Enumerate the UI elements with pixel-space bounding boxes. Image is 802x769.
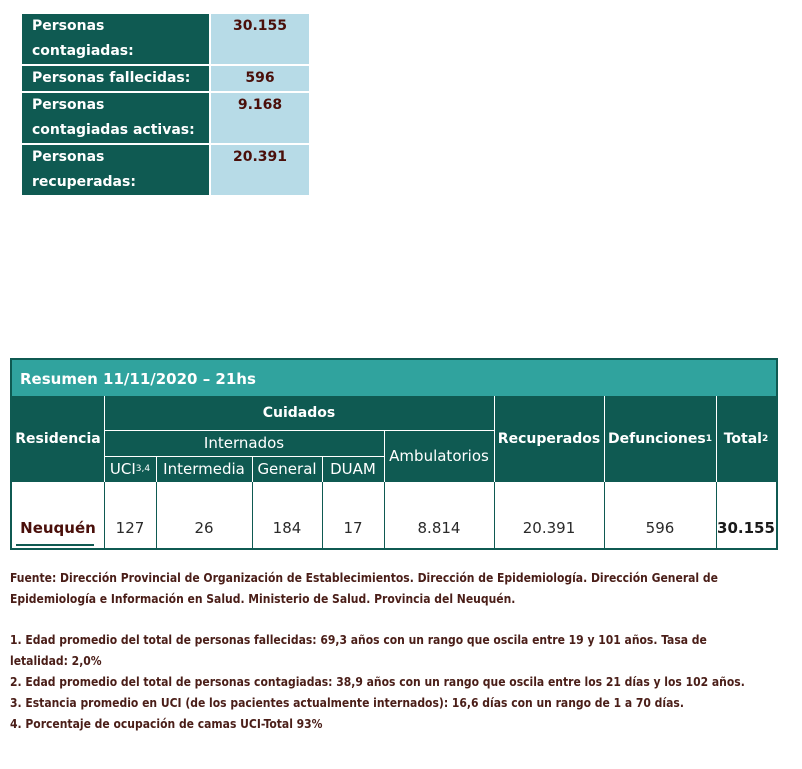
stats-value: 20.391 <box>210 144 310 196</box>
row-total: 30.155 <box>716 482 776 548</box>
resumen-table <box>10 358 778 550</box>
stats-label: Personas recuperadas: <box>21 144 210 196</box>
notes-section <box>10 568 750 735</box>
stats-row-contagiadas <box>21 13 310 65</box>
stats-value: 9.168 <box>210 92 310 144</box>
stats-value: 30.155 <box>210 13 310 65</box>
header-total: Total 2 <box>716 396 776 482</box>
header-ambulatorios: Ambulatorios <box>384 430 494 482</box>
row-residencia: Neuquén <box>12 482 104 548</box>
row-duam: 17 <box>322 482 384 548</box>
header-total-label: Total <box>723 431 762 447</box>
divider <box>252 482 253 548</box>
note-item: 2. Edad promedio del total de personas contagiadas: 38,9 años con un rango que oscila entre los 21 días y los 102 años. <box>10 675 745 689</box>
row-recuperados: 20.391 <box>494 482 604 548</box>
header-internados: Internados <box>104 430 384 456</box>
stats-row-activas <box>21 92 310 144</box>
row-ambulatorios: 8.814 <box>384 482 494 548</box>
header-duam: DUAM <box>322 456 384 482</box>
header-intermedia: Intermedia <box>156 456 252 482</box>
divider <box>322 482 323 548</box>
row-intermedia: 26 <box>156 482 252 548</box>
header-general: General <box>252 456 322 482</box>
header-recuperados: Recuperados <box>494 396 604 482</box>
resumen-grid <box>12 396 776 548</box>
divider <box>494 396 495 482</box>
divider <box>156 456 157 482</box>
stats-row-fallecidas <box>21 65 310 92</box>
header-residencia: Residencia <box>12 396 104 482</box>
divider <box>322 456 323 482</box>
stats-label: Personas contagiadas: <box>21 13 210 65</box>
divider <box>384 482 385 548</box>
divider <box>104 482 105 548</box>
fuente-text: Fuente: Dirección Provincial de Organización de Establecimientos. Dirección de Epidemiología. Dirección General de Epidemiología e Información en Salud. Ministerio de Salud. Provincia del Neuquén. <box>10 571 718 606</box>
header-uci-label: UCI <box>109 460 136 478</box>
resumen-title: Resumen 11/11/2020 – 21hs <box>12 360 776 396</box>
header-uci: UCI 3,4 <box>104 456 156 482</box>
divider <box>104 456 384 457</box>
stats-value: 596 <box>210 65 310 92</box>
divider <box>104 396 105 482</box>
divider <box>104 430 494 431</box>
residencia-underline <box>16 544 94 546</box>
stats-label: Personas contagiadas activas: <box>21 92 210 144</box>
note-item: 1. Edad promedio del total de personas fallecidas: 69,3 años con un rango que oscila entre 19 y 101 años. Tasa de letalidad: 2,0% <box>10 633 707 668</box>
header-cuidados: Cuidados <box>104 396 494 430</box>
divider <box>604 396 605 482</box>
stats-label: Personas fallecidas: <box>21 65 210 92</box>
divider <box>494 482 495 548</box>
divider <box>716 396 717 482</box>
summary-stats-table <box>20 12 311 197</box>
row-uci: 127 <box>104 482 156 548</box>
stats-row-recuperadas <box>21 144 310 196</box>
note-item: 4. Porcentaje de ocupación de camas UCI-Total 93% <box>10 717 323 731</box>
divider <box>716 482 717 548</box>
header-defunciones: Defunciones 1 <box>604 396 716 482</box>
row-general: 184 <box>252 482 322 548</box>
divider <box>604 482 605 548</box>
note-item: 3. Estancia promedio en UCI (de los pacientes actualmente internados): 16,6 días con un rango de 1 a 70 días. <box>10 696 684 710</box>
divider <box>384 430 385 482</box>
divider <box>156 482 157 548</box>
row-defunciones: 596 <box>604 482 716 548</box>
divider <box>252 456 253 482</box>
header-defunciones-label: Defunciones <box>608 431 706 447</box>
